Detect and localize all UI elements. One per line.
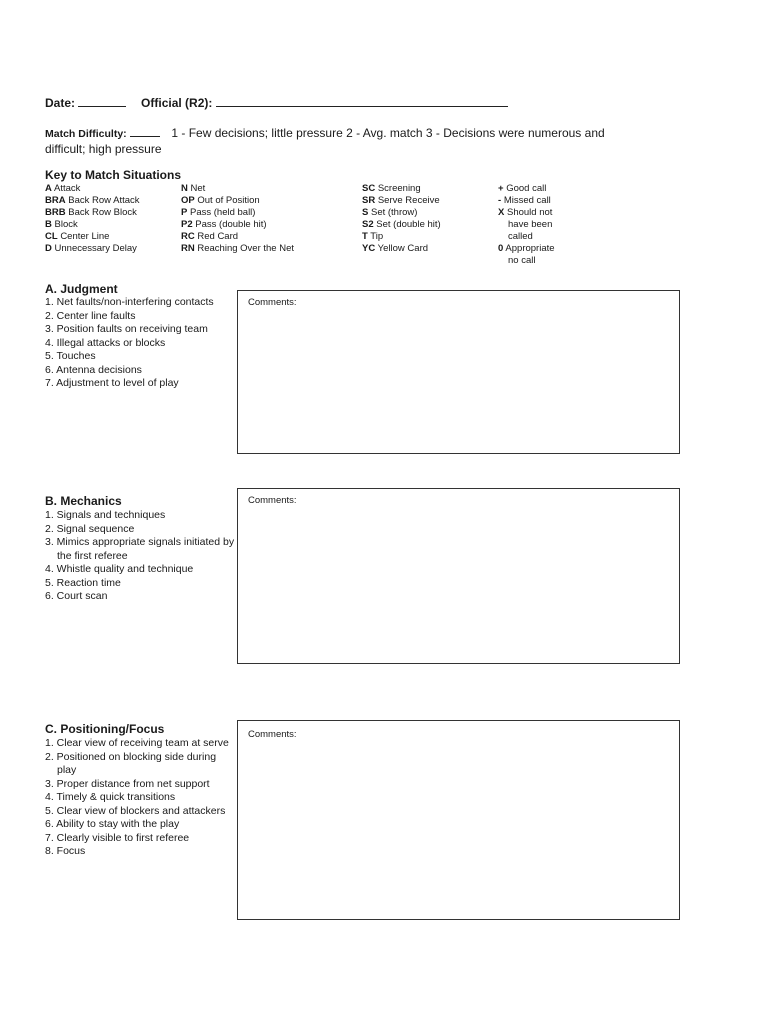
key-text: Block xyxy=(54,219,78,230)
key-code: X xyxy=(498,207,505,218)
key-code: T xyxy=(362,231,368,242)
key-entry xyxy=(498,231,555,243)
list-item: 4. Whistle quality and technique xyxy=(45,563,194,575)
list-item: 6. Ability to stay with the play xyxy=(45,818,180,830)
key-entry xyxy=(181,219,294,231)
date-label: Date: xyxy=(45,96,76,110)
section-mechanics-list xyxy=(45,509,235,604)
key-text: called xyxy=(508,231,533,242)
key-code: SC xyxy=(362,183,376,194)
key-text: Tip xyxy=(370,231,384,242)
key-text: Center Line xyxy=(60,231,110,242)
list-item: 2. Center line faults xyxy=(45,309,136,322)
list-item: 4. Illegal attacks or blocks xyxy=(45,336,166,349)
key-text: Net xyxy=(190,183,206,194)
list-item: 7. Clearly visible to first referee xyxy=(45,831,190,844)
key-code: SR xyxy=(362,195,376,206)
key-code: B xyxy=(45,219,52,230)
key-entry xyxy=(45,219,140,231)
key-entry xyxy=(498,255,555,267)
list-item: 3. Position faults on receiving team xyxy=(45,323,208,335)
difficulty-field[interactable] xyxy=(130,124,160,137)
section-mechanics-title: B. Mechanics xyxy=(45,494,122,508)
key-entry xyxy=(181,195,294,207)
key-title: Key to Match Situations xyxy=(45,168,182,182)
difficulty-description: 1 - Few decisions; little pressure 2 - Avg. match 3 - Decisions were numerous and difficult; high pressure xyxy=(45,126,605,156)
key-column-2 xyxy=(181,183,294,255)
key-column-4 xyxy=(498,183,555,267)
key-column-1 xyxy=(45,183,140,255)
key-entry xyxy=(498,207,555,219)
key-text: have been xyxy=(508,219,553,230)
section-positioning-title: C. Positioning/Focus xyxy=(45,722,165,736)
comments-label: Comments: xyxy=(248,297,297,308)
key-text: Yellow Card xyxy=(377,243,429,254)
key-text: Back Row Attack xyxy=(68,195,140,206)
key-entry xyxy=(45,183,140,195)
key-text: Back Row Block xyxy=(68,207,137,218)
key-entry xyxy=(498,219,555,231)
key-text: Set (double hit) xyxy=(376,219,441,230)
key-text: Missed call xyxy=(503,195,551,206)
header-row xyxy=(45,94,508,110)
key-code: BRB xyxy=(45,207,66,218)
list-item: 5. Touches xyxy=(45,350,96,362)
key-code: 0 xyxy=(498,243,504,254)
section-judgment-list xyxy=(45,296,235,391)
key-entry xyxy=(362,243,441,255)
key-text: Reaching Over the Net xyxy=(197,243,295,254)
mechanics-comments-box[interactable] xyxy=(237,488,680,664)
key-text: Red Card xyxy=(197,231,239,242)
key-text: Serve Receive xyxy=(377,195,440,206)
key-entry xyxy=(498,243,555,255)
list-item: 5. Clear view of blockers and attackers xyxy=(45,804,226,817)
key-entry xyxy=(45,243,140,255)
key-code: P2 xyxy=(181,219,193,230)
list-item: 3. Proper distance from net support xyxy=(45,777,210,790)
key-entry xyxy=(181,183,294,195)
key-entry xyxy=(45,207,140,219)
list-item: 8. Focus xyxy=(45,845,86,857)
key-code: S xyxy=(362,207,369,218)
list-item: 7. Adjustment to level of play xyxy=(45,377,179,389)
key-code: OP xyxy=(181,195,195,206)
key-entry xyxy=(362,183,441,195)
key-text: Pass (held ball) xyxy=(189,207,256,218)
key-code: D xyxy=(45,243,52,254)
key-code: BRA xyxy=(45,195,66,206)
key-text: Out of Position xyxy=(197,195,260,206)
key-entry xyxy=(498,195,555,207)
key-text: Screening xyxy=(377,183,421,194)
key-entry xyxy=(362,219,441,231)
key-entry xyxy=(45,195,140,207)
key-entry xyxy=(181,231,294,243)
key-text: Appropriate xyxy=(505,243,555,254)
key-code: RC xyxy=(181,231,195,242)
key-text: Set (throw) xyxy=(370,207,418,218)
key-text: Unnecessary Delay xyxy=(54,243,137,254)
list-item: 1. Signals and techniques xyxy=(45,509,166,521)
key-text: Attack xyxy=(54,183,81,194)
key-code: P xyxy=(181,207,188,218)
key-entry xyxy=(45,231,140,243)
judgment-comments-box[interactable] xyxy=(237,290,680,454)
list-item: 3. Mimics appropriate signals initiated by the first referee xyxy=(45,536,235,562)
key-entry xyxy=(181,207,294,219)
key-code: + xyxy=(498,183,504,194)
match-difficulty xyxy=(45,124,605,157)
comments-label: Comments: xyxy=(248,495,297,506)
key-code: - xyxy=(498,195,502,206)
key-text: Pass (double hit) xyxy=(195,219,267,230)
key-text: Good call xyxy=(506,183,547,194)
key-text: no call xyxy=(508,255,536,266)
official-label: Official (R2): xyxy=(141,96,213,110)
key-code: A xyxy=(45,183,52,194)
key-code: N xyxy=(181,183,188,194)
key-text: Should not xyxy=(506,207,553,218)
list-item: 1. Clear view of receiving team at serve xyxy=(45,737,229,749)
key-entry xyxy=(362,207,441,219)
list-item: 4. Timely & quick transitions xyxy=(45,791,176,803)
section-judgment-title: A. Judgment xyxy=(45,282,118,296)
list-item: 2. Signal sequence xyxy=(45,522,135,535)
key-code: S2 xyxy=(362,219,374,230)
key-code: RN xyxy=(181,243,195,254)
list-item: 6. Court scan xyxy=(45,590,108,602)
key-column-3 xyxy=(362,183,441,255)
key-entry xyxy=(498,183,555,195)
key-code: CL xyxy=(45,231,58,242)
difficulty-label: Match Difficulty: xyxy=(45,128,127,140)
key-entry xyxy=(181,243,294,255)
date-field[interactable] xyxy=(78,94,126,107)
section-positioning-list xyxy=(45,737,235,859)
list-item: 2. Positioned on blocking side during play xyxy=(45,750,217,776)
key-code: YC xyxy=(362,243,376,254)
key-entry xyxy=(362,231,441,243)
list-item: 1. Net faults/non-interfering contacts xyxy=(45,296,214,308)
comments-label: Comments: xyxy=(248,729,297,740)
official-field[interactable] xyxy=(216,94,508,107)
key-entry xyxy=(362,195,441,207)
list-item: 6. Antenna decisions xyxy=(45,363,142,376)
positioning-comments-box[interactable] xyxy=(237,720,680,920)
list-item: 5. Reaction time xyxy=(45,576,121,589)
